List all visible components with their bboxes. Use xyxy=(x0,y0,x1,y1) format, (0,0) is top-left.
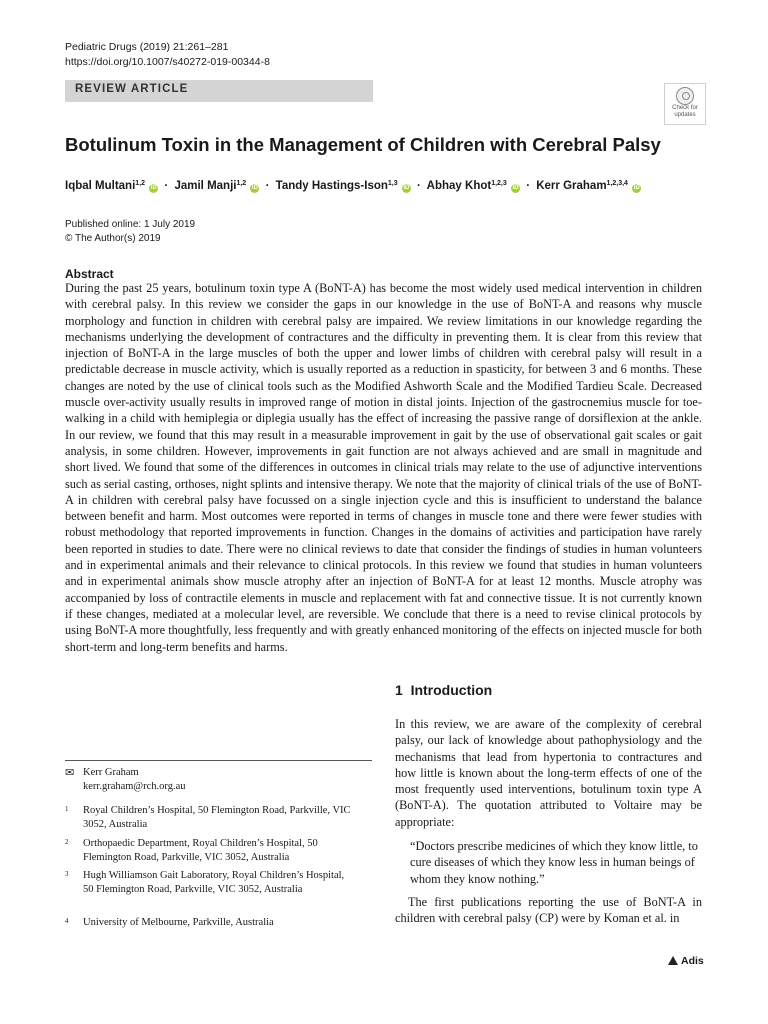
section-number: 1 xyxy=(395,682,403,698)
section-heading-introduction xyxy=(395,682,492,698)
author-affiliation: 1,2 xyxy=(236,180,247,187)
corresponding-author: Kerr Graham xyxy=(83,767,139,778)
orcid-icon[interactable]: iD xyxy=(251,185,258,191)
orcid-icon[interactable]: iD xyxy=(633,185,640,191)
paper-title: Botulinum Toxin in the Management of Children with Cerebral Palsy xyxy=(65,134,661,155)
publication-info xyxy=(65,218,195,246)
check-badge-line2: updates xyxy=(674,111,696,118)
voltaire-quote: “Doctors prescribe medicines of which they know little, to cure diseases of which they know less in human beings of whom they know nothing.” xyxy=(410,839,698,886)
affiliation-number: 2 xyxy=(65,838,69,846)
affiliation-number: 3 xyxy=(65,870,69,878)
affiliation-text: Orthopaedic Department, Royal Children’s Hospital, 50 Flemington Road, Parkville, VIC 3052, Australia xyxy=(83,838,318,863)
journal-header xyxy=(65,40,270,70)
journal-citation: Pediatric Drugs (2019) 21:261–281 xyxy=(65,41,229,53)
author-name: Kerr Graham xyxy=(536,180,607,192)
affiliation-text: Hugh Williamson Gait Laboratory, Royal Children’s Hospital, 50 Flemington Road, Parkville, VIC 3052, Australia xyxy=(83,870,345,895)
publisher-name: Adis xyxy=(681,955,704,967)
orcid-icon[interactable]: iD xyxy=(150,185,157,191)
intro-paragraph-1: In this review, we are aware of the complexity of cerebral palsy, our lack of knowledge about pathophysiology and the mechanisms that lead from hypertonia to contractures and how little is known about the long-term effects of one of the most frequently used interventions, botulinum toxin type A (BoNT-A). The quotation attributed to Voltaire may be appropriate: xyxy=(395,717,702,829)
adis-logo-icon xyxy=(668,956,678,965)
author-name: Abhay Khot xyxy=(426,180,492,192)
affiliation-text: Royal Children’s Hospital, 50 Flemington Road, Parkville, VIC 3052, Australia xyxy=(83,805,351,830)
published-date: Published online: 1 July 2019 xyxy=(65,219,196,230)
author-list xyxy=(65,180,641,193)
affiliation-item xyxy=(65,916,355,930)
orcid-icon[interactable]: iD xyxy=(512,185,519,191)
author-affiliation: 1,2 xyxy=(135,180,146,187)
article-type-banner xyxy=(65,80,373,102)
orcid-icon[interactable]: iD xyxy=(403,185,410,191)
author-affiliation: 1,2,3 xyxy=(491,180,507,187)
affiliation-number: 4 xyxy=(65,917,69,925)
author-affiliation: 1,2,3,4 xyxy=(606,180,628,187)
publisher-logo xyxy=(668,955,704,967)
author-separator: · xyxy=(164,180,169,192)
author-name: Tandy Hastings-Ison xyxy=(275,180,388,192)
check-badge-line1: Check for xyxy=(672,105,698,111)
abstract-body: During the past 25 years, botulinum toxin type A (BoNT-A) has become the most widely used medical intervention in children with cerebral palsy. In this review we consider the gaps in our knowledge in the use of BoNT-A and reasons why muscle morphology and function in children with cerebral palsy are impaired. We review limitations in our knowledge regarding the mechanisms underlying the development of contractures and the difficulty in preventing them. It is clear from this review that injection of BoNT-A in the large muscles of both the upper and lower limbs of children with cerebral palsy will result in a predictable decrease in muscle activity, which is usually reported as a reduction in spasticity, for between 3 and 6 months. These changes are noted by the use of clinical tools such as the Modified Ashworth Scale and the Modified Tardieu Scale. Decreased muscle over-activity usually results in improved range of motion in distal joints. Injection of the gastrocnemius muscle for toe-walking in a child with hemiplegia or diplegia usually has the effect of increasing the passive range of dorsiflexion at the ankle. In our review, we found that this may result in a measurable improvement in gait by the use of observational gait scales or gait analysis, in some children. However, improvements in gait function are not always achieved and are small in magnitude and short lived. We found that some of the differences in outcomes in clinical trials may relate to the use of adjunctive interventions such as serial casting, orthoses, night splints and intensive therapy. We note that the majority of clinical trials of the use of BoNT-A in children with cerebral palsy have focussed on a single injection cycle and this is insufficient to understand the balance between benefit and harm. Most outcomes were reported in terms of changes in muscle tone and there were fewer studies with robust methodology that reported improvements in function. Changes in the domains of activities and participation have rarely been reported in studies to date. There were no clinical reviews to date that consider the findings of studies in human volunteers and in experimental animals and their relevance to clinical protocols. In this review we found that studies in human volunteers and in experimental animals show muscle atrophy after an injection of BoNT-A for at least 12 months. Muscle atrophy was accompanied by loss of contractile elements in muscle and replacement with fat and connective tissue. It is not currently known if these changes, mediated at a molecular level, are reversible. We conclude that there is a need to revise clinical protocols by using BoNT-A more thoughtfully, less frequently and with greatly enhanced monitoring of the effects on injected muscle for both short-term and long-term benefits and harms. xyxy=(65,281,702,654)
envelope-icon: ✉ xyxy=(65,767,75,779)
affiliation-item xyxy=(65,837,355,865)
author-separator: · xyxy=(417,180,421,192)
article-type-label: REVIEW ARTICLE xyxy=(75,83,189,95)
intro-paragraph-2: The first publications reporting the use of BoNT-A in children with cerebral palsy (CP) were by Koman et al. in xyxy=(395,895,702,926)
author-affiliation: 1,3 xyxy=(387,180,398,187)
affiliation-text: University of Melbourne, Parkville, Australia xyxy=(83,917,274,928)
copyright-line: © The Author(s) 2019 xyxy=(65,233,161,244)
correspondence-block xyxy=(65,766,185,794)
author-name: Iqbal Multani xyxy=(65,180,136,192)
crossmark-icon xyxy=(676,87,694,105)
author-separator: · xyxy=(265,180,270,192)
check-for-updates-badge[interactable] xyxy=(664,83,706,125)
affiliation-item xyxy=(65,804,355,832)
author-name: Jamil Manji xyxy=(174,180,237,192)
footnote-divider xyxy=(65,760,372,761)
corresponding-email[interactable]: kerr.graham@rch.org.au xyxy=(83,781,186,792)
author-separator: · xyxy=(526,180,531,192)
abstract-heading: Abstract xyxy=(65,267,114,281)
affiliation-number: 1 xyxy=(65,805,69,813)
section-title: Introduction xyxy=(410,682,493,698)
affiliation-item xyxy=(65,869,355,897)
doi-link[interactable]: https://doi.org/10.1007/s40272-019-00344-8 xyxy=(65,56,270,68)
